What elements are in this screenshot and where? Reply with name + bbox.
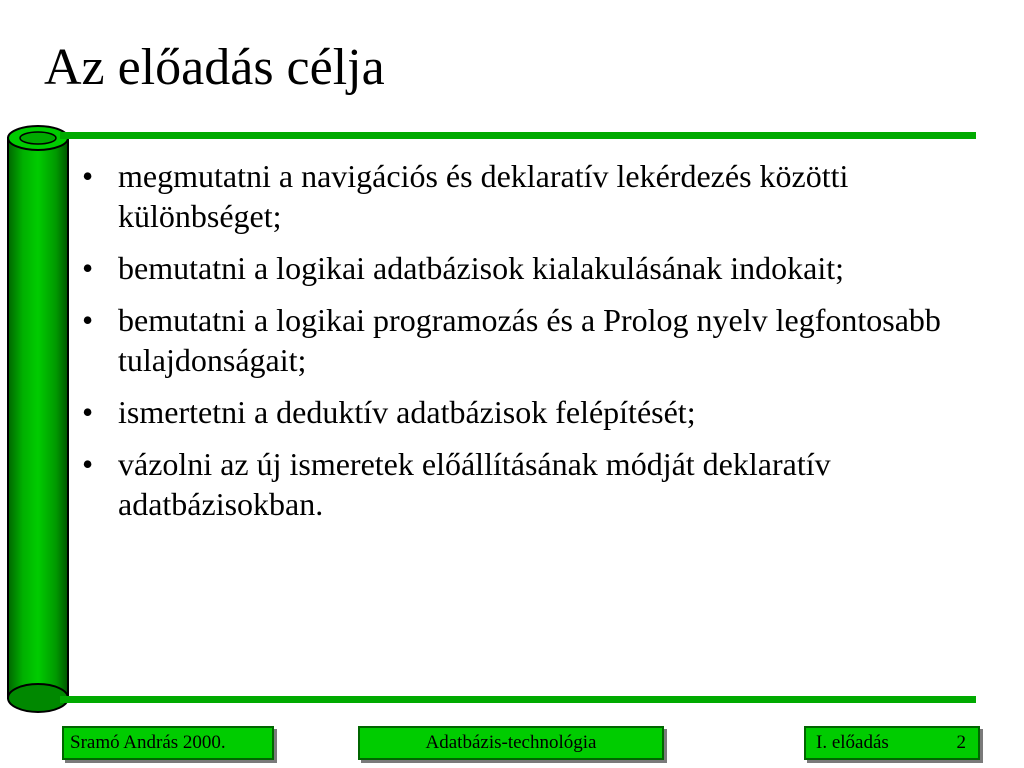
bullet-marker: • xyxy=(82,302,94,338)
bullet-item xyxy=(82,444,962,524)
bullet-marker: • xyxy=(82,250,94,286)
bullet-text: bemutatni a logikai programozás és a Prolog nyelv legfontosabb tulajdonságait; xyxy=(118,302,941,378)
bullet-marker: • xyxy=(82,394,94,430)
bullet-item xyxy=(82,300,962,380)
bullet-text: vázolni az új ismeretek előállításának módját deklaratív adatbázisokban. xyxy=(118,446,831,522)
footer-author xyxy=(62,726,274,760)
footer-course xyxy=(358,726,664,760)
bullet-marker: • xyxy=(82,158,94,194)
bottom-divider xyxy=(60,696,976,703)
top-divider xyxy=(60,132,976,139)
bullet-text: ismertetni a deduktív adatbázisok felépítését; xyxy=(118,394,696,430)
bullet-item xyxy=(82,392,962,432)
slide-title: Az előadás célja xyxy=(44,39,385,96)
scroll-decoration-icon xyxy=(0,120,80,720)
bullet-text: megmutatni a navigációs és deklaratív lekérdezés közötti különbséget; xyxy=(118,158,849,234)
footer-lecture-text: I. előadás xyxy=(816,732,889,753)
footer-course-text: Adatbázis-technológia xyxy=(425,732,597,753)
footer-lecture xyxy=(804,726,980,760)
bullet-text: bemutatni a logikai adatbázisok kialakulásának indokait; xyxy=(118,250,844,286)
bullet-list xyxy=(82,156,962,536)
bullet-marker: • xyxy=(82,446,94,482)
bullet-item xyxy=(82,248,962,288)
bullet-item xyxy=(82,156,962,236)
page-number: 2 xyxy=(956,732,966,753)
footer-author-text: Sramó András 2000. xyxy=(70,732,226,753)
